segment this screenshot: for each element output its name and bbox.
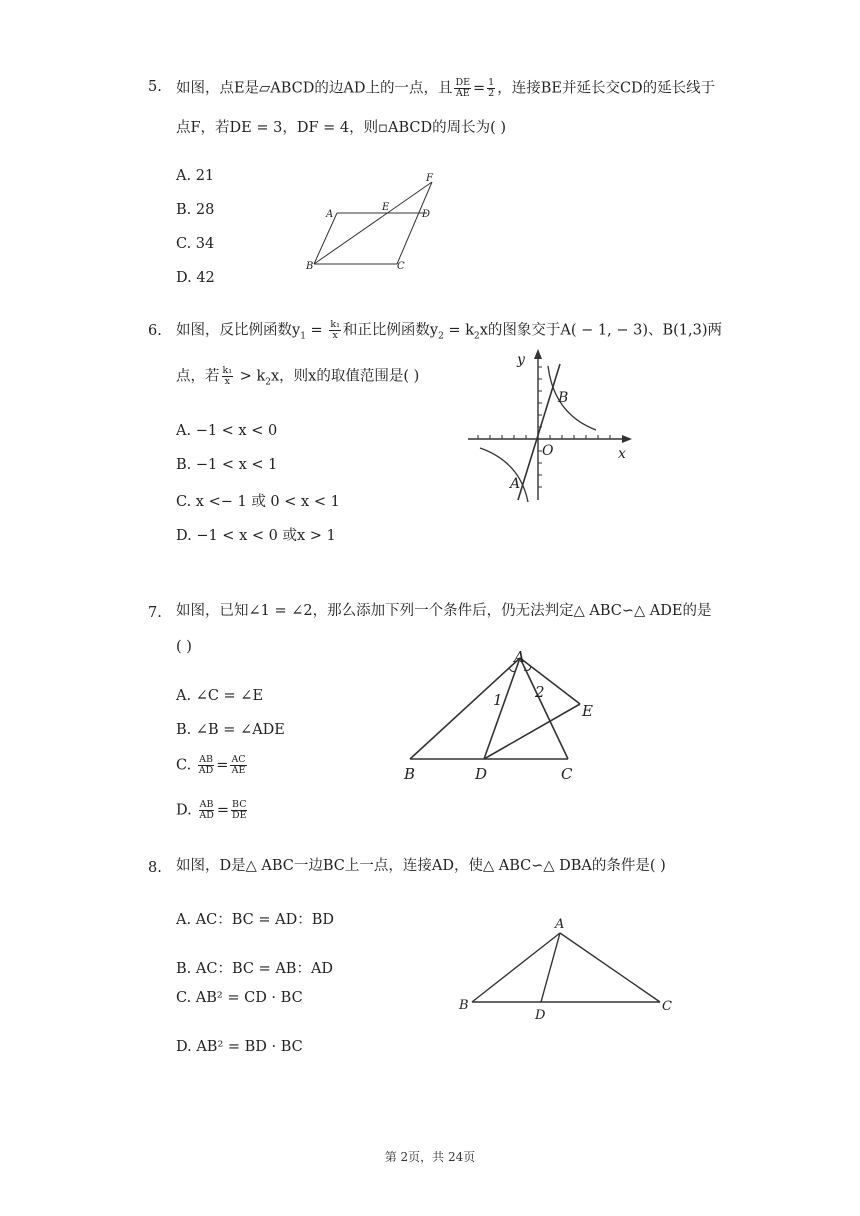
q5-label-b: B bbox=[306, 261, 314, 272]
q7-d-eq: = bbox=[216, 802, 229, 819]
q8-side-ab bbox=[472, 933, 560, 1002]
q7-option-c bbox=[176, 755, 249, 776]
q6-option-b: B. −1 < x < 1 bbox=[176, 457, 278, 473]
q7-d-f2n: BC bbox=[232, 799, 247, 810]
q5-frac-num: DE bbox=[455, 77, 471, 88]
q5-fraction-half bbox=[487, 78, 495, 99]
q7-option-c-label: C. bbox=[176, 757, 192, 774]
q5-parallelogram-figure bbox=[300, 168, 450, 278]
q8-triangle-figure bbox=[452, 912, 682, 1024]
q5-frac2-den: 2 bbox=[488, 87, 495, 99]
q7-option-d bbox=[176, 800, 250, 821]
q6-hyperbola-branch-1 bbox=[548, 366, 596, 430]
q7-c-f1d: AD bbox=[198, 764, 214, 776]
q5-option-b: B. 28 bbox=[176, 202, 215, 218]
q5-label-a: A bbox=[326, 209, 334, 220]
q7-side-ab bbox=[410, 658, 520, 759]
q7-segment-de bbox=[484, 704, 580, 759]
q6-label-y: y bbox=[517, 352, 525, 368]
q6-stem-line2 bbox=[176, 366, 419, 387]
q5-stem-line2: 点F，若DE = 3，DF = 4，则▫ABCD的周长为( ) bbox=[176, 120, 507, 136]
q6-option-d: D. −1 < x < 0 或x > 1 bbox=[176, 528, 336, 544]
q5-fraction-de-ae bbox=[454, 78, 471, 99]
q5-frac2-num: 1 bbox=[488, 77, 495, 88]
q6-part-b: = bbox=[305, 322, 328, 339]
q5-stem-part2: ，连接BE并延长交CD的延长线于 bbox=[497, 80, 716, 97]
q6-stem-line1 bbox=[176, 320, 722, 341]
q5-eq: = bbox=[473, 80, 486, 97]
q6-fraction-k1-x bbox=[329, 320, 341, 341]
q6-label-o: O bbox=[542, 443, 554, 459]
page-footer: 第 2页，共 24页 bbox=[384, 1150, 476, 1164]
q6-number: 6. bbox=[148, 323, 162, 339]
q7-label-1: 1 bbox=[493, 691, 503, 709]
q6-frac-den: x bbox=[332, 329, 338, 341]
q5-label-d: D bbox=[422, 209, 431, 220]
q7-d-f1d: AD bbox=[199, 809, 214, 821]
q6-direct-proportion-line bbox=[518, 364, 560, 500]
q7-d-f2d: DE bbox=[231, 809, 247, 821]
q7-stem-line1: 如图，已知∠1 = ∠2，那么添加下列一个条件后，仍无法判定△ ABC∽△ ADE的是 bbox=[176, 603, 712, 619]
q6-frac-num: k₁ bbox=[330, 319, 340, 330]
q6-l2-c: x，则x的取值范围是( ) bbox=[270, 368, 420, 385]
q5-number: 5. bbox=[148, 79, 162, 95]
q5-label-f: F bbox=[426, 173, 433, 184]
q8-option-a: A. AC：BC = AD：BD bbox=[176, 912, 335, 928]
q6-hyperbola-branch-2 bbox=[480, 448, 528, 502]
q6-option-c: C. x <− 1 或 0 < x < 1 bbox=[176, 494, 340, 510]
q5-stem-line1 bbox=[176, 78, 715, 99]
q6-label-a: A bbox=[510, 476, 521, 492]
q7-c-frac2 bbox=[230, 755, 246, 776]
q8-label-b: B bbox=[459, 998, 469, 1013]
q6-frac2-num: k₁ bbox=[222, 365, 233, 376]
q7-side-ac bbox=[520, 658, 568, 759]
q7-d-frac2 bbox=[231, 800, 248, 821]
q7-c-f2d: AE bbox=[231, 764, 246, 776]
q6-label-b: B bbox=[558, 390, 569, 406]
q8-label-a: A bbox=[555, 917, 565, 932]
q7-d-frac1 bbox=[198, 800, 214, 821]
q6-x-axis-arrow bbox=[622, 435, 632, 443]
q6-l2-b: > k bbox=[235, 368, 266, 385]
q8-number: 8. bbox=[148, 860, 162, 876]
q7-option-d-label: D. bbox=[176, 802, 192, 819]
q6-label-x: x bbox=[618, 446, 626, 462]
q6-frac2-den: x bbox=[224, 375, 230, 387]
q7-angle-1-arc bbox=[509, 668, 515, 672]
q8-stem: 如图，D是△ ABC一边BC上一点，连接AD，使△ ABC∽△ DBA的条件是( ) bbox=[176, 858, 666, 874]
q7-number: 7. bbox=[148, 605, 162, 621]
q6-part-e: x的图象交于A( − 1, − 3)、B(1,3)两 bbox=[479, 322, 723, 339]
q7-c-f1n: AB bbox=[199, 754, 213, 765]
q8-side-ac bbox=[560, 933, 660, 1002]
q5-label-e: E bbox=[382, 202, 390, 213]
q6-l2-a: 点，若 bbox=[176, 368, 220, 385]
q6-function-graph bbox=[462, 344, 642, 504]
q7-segment-ae bbox=[520, 658, 580, 704]
q5-stem-part1: 如图，点E是▱ABCD的边AD上的一点，且 bbox=[176, 80, 453, 97]
q7-label-b: B bbox=[404, 765, 416, 783]
q7-label-e: E bbox=[582, 702, 593, 720]
q5-label-c: C bbox=[397, 261, 405, 272]
q7-label-c: C bbox=[561, 765, 573, 783]
q6-part-a: 如图，反比例函数y bbox=[176, 322, 301, 339]
q7-label-a: A bbox=[514, 648, 525, 666]
q5-option-d: D. 42 bbox=[176, 270, 215, 286]
q8-label-d: D bbox=[535, 1008, 546, 1023]
q6-l2-sub: 2 bbox=[265, 377, 271, 388]
q7-option-a: A. ∠C = ∠E bbox=[176, 688, 264, 704]
q8-option-b: B. AC：BC = AB：AD bbox=[176, 961, 334, 977]
q5-option-a: A. 21 bbox=[176, 168, 215, 184]
q7-d-f1n: AB bbox=[199, 799, 214, 810]
q7-c-frac1 bbox=[198, 755, 214, 776]
q8-label-c: C bbox=[662, 999, 672, 1014]
q7-label-2: 2 bbox=[535, 683, 545, 701]
q6-sub-1: 1 bbox=[300, 331, 306, 342]
q8-option-c: C. AB² = CD · BC bbox=[176, 990, 303, 1006]
q5-frac-den: AE bbox=[455, 87, 470, 99]
q6-part-c: 和正比例函数y bbox=[342, 322, 439, 339]
q6-part-d: = k bbox=[443, 322, 474, 339]
q7-c-eq: = bbox=[216, 757, 229, 774]
q7-label-d: D bbox=[475, 765, 488, 783]
q6-option-a: A. −1 < x < 0 bbox=[176, 423, 278, 439]
q8-segment-ad bbox=[541, 933, 560, 1002]
q5-option-c: C. 34 bbox=[176, 236, 215, 252]
q7-stem-line2: ( ) bbox=[176, 639, 192, 655]
q7-option-b: B. ∠B = ∠ADE bbox=[176, 722, 285, 738]
q6-sub-3: 2 bbox=[473, 331, 480, 342]
q7-triangle-figure bbox=[398, 646, 604, 786]
q6-y-axis-arrow bbox=[534, 349, 542, 359]
q8-option-d: D. AB² = BD · BC bbox=[176, 1039, 303, 1055]
q6-fraction2 bbox=[222, 366, 234, 387]
q6-sub-2: 2 bbox=[438, 331, 444, 342]
q7-c-f2n: AC bbox=[231, 754, 246, 765]
